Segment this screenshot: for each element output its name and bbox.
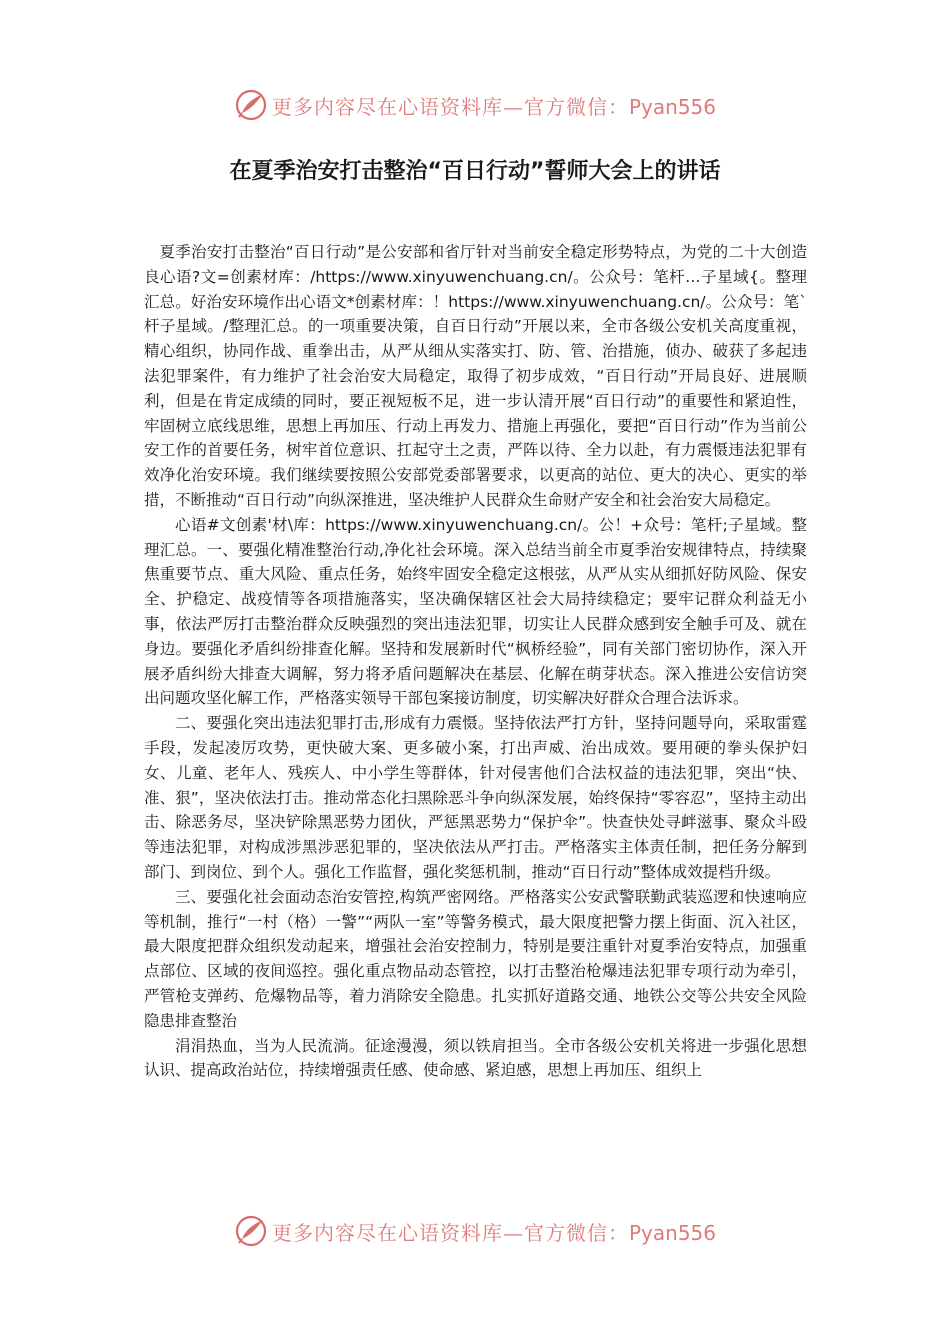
paragraph: 涓涓热血，当为人民流淌。征途漫漫，须以铁肩担当。全市各级公安机关将进一步强化思想认识、提高政治站位，持续增强责任感、使命感、紧迫感，思想上再加压、组织上 xyxy=(144,1036,807,1080)
page-title: 在夏季治安打击整治“百日行动”誓师大会上的讲话 xyxy=(229,159,721,184)
quill-logo-icon xyxy=(234,88,268,122)
wechat-handle: Pyan556 xyxy=(628,1220,716,1245)
paragraph: 夏季治安打击整治“百日行动”是公安部和省厅针对当前安全稳定形势特点，为党的二十大创造良心语?文=创素材库：/https://www.xinyuwenchuang.cn/。公众号：笔杆…子星域{。整理汇总。好治安环境作出心语文*创素材库：！https://www.xinyuwenchuang.cn/。公众号：笔`杆子星域。/整理汇总。的一项重要决策，自百日行动”开展以来，全市各级公安机关高度重视，精心组织，协同作战、重拳出击，从严从细从实落实打、防、管、治措施，侦办、破获了多起违法犯罪案件，有力维护了社会治安大局稳定，取得了初步成效，“百日行动”开局良好、进展顺利，但是在肯定成绩的同时，要正视短板不足，进一步认清开展“百日行动”的重要性和紧迫性，牢固树立底线思维，思想上再加压、行动上再发力、措施上再强化，要把“百日行动”作为当前公安工作的首要任务，树牢首位意识、扛起守土之责，严阵以待、全力以赴，有力震慑违法犯罪有效净化治安环境。我们继续要按照公安部党委部署要求，以更高的站位、更大的决心、更实的举措，不断推动“百日行动”向纵深推进，坚决维护人民群众生命财产安全和社会治安大局稳定。 xyxy=(144,243,807,509)
quill-logo-icon xyxy=(234,1214,268,1248)
paragraph: 心语#文创素'材\库：https://www.xinyuwenchuang.cn/。公！+众号：笔杆;子星域。整理汇总。一、要强化精准整治行动,净化社会环境。深入总结当前全市夏季治安规律特点，持续聚焦重要节点、重大风险、重点任务，始终牢固安全稳定这根弦，从严从实从细抓好防风险、保安全、护稳定、战疫情等各项措施落实，坚决确保辖区社会大局持续稳定；要牢记群众利益无小事，依法严厉打击整治群众反映强烈的突出违法犯罪，切实让人民群众感到安全触手可及、就在身边。要强化矛盾纠纷排查化解。坚持和发展新时代“枫桥经验”，同有关部门密切协作，深入开展矛盾纠纷大排查大调解，努力将矛盾问题解决在基层、化解在萌芽状态。深入推进公安信访突出问题攻坚化解工作，严格落实领导干部包案接访制度，切实解决好群众合理合法诉求。 xyxy=(144,515,807,708)
speech-body xyxy=(144,240,807,1083)
paragraph: 二、要强化突出违法犯罪打击,形成有力震慑。坚持依法严打方针，坚持问题导向，采取雷霆手段，发起凌厉攻势，更快破大案、更多破小案，打出声威、治出成效。要用硬的拳头保护妇女、儿童、老年人、残疾人、中小学生等群体，针对侵害他们合法权益的违法犯罪，突出“快、准、狠”，坚决依法打击。推动常态化扫黑除恶斗争向纵深发展，始终保持“零容忍”，坚持主动出击、除恶务尽，坚决铲除黑恶势力团伙，严惩黑恶势力“保护伞”。快查快处寻衅滋事、聚众斗殴等违法犯罪，对构成涉黑涉恶犯罪的，坚决依法从严打击。严格落实主体责任制，把任务分解到部门、到岗位、到个人。强化工作监督，强化奖惩机制，推动“百日行动”整体成效提档升级。 xyxy=(144,714,807,881)
wechat-handle: Pyan556 xyxy=(628,94,716,119)
header-watermark-banner xyxy=(0,80,950,130)
banner-text: 更多内容尽在心语资料库—官方微信：Pyan556 xyxy=(271,1220,716,1245)
banner-text: 更多内容尽在心语资料库—官方微信：Pyan556 xyxy=(271,94,716,119)
paragraph: 三、要强化社会面动态治安管控,构筑严密网络。严格落实公安武警联勤武装巡逻和快速响应等机制，推行“一村（格）一警”“两队一室”等警务模式，最大限度把警力摆上街面、沉入社区，最大限度把群众组织发动起来，增强社会治安控制力，特别是要注重针对夏季治安特点，加强重点部位、区域的夜间巡控。强化重点物品动态管控，以打击整治枪爆违法犯罪专项行动为牵引，严管枪支弹药、危爆物品等，着力消除安全隐患。扎实抓好道路交通、地铁公交等公共安全风险隐患排查整治 xyxy=(144,887,807,1030)
footer-watermark-banner xyxy=(0,1206,950,1256)
